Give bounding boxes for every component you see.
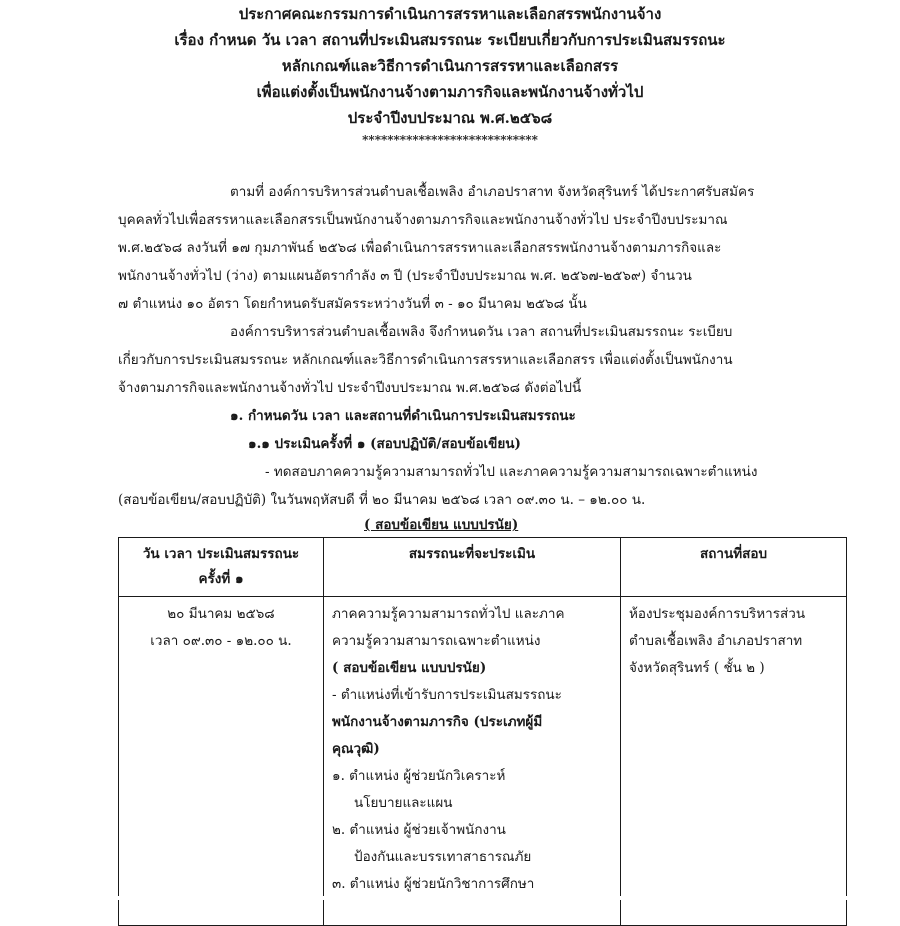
para1-line: ๗ ตำแหน่ง ๑๐ อัตรา โดยกำหนดรับสมัครระหว่างวันที่ ๓ - ๑๐ มีนาคม ๒๕๖๘ นั้น — [118, 296, 587, 312]
fiscal-year: ประจำปีงบประมาณ พ.ศ.๒๕๖๘ — [347, 109, 553, 127]
table-caption: ( สอบข้อเขียน แบบปรนัย) — [364, 517, 519, 533]
cell-date-time — [119, 597, 324, 926]
cell-competency: ภาคความรู้ความสามารถทั่วไป และภาค ความรู้ความสามารถเฉพาะตำแหน่ง ( สอบข้อเขียน แบบปรนัย) - ตำแหน่งที่เข้ารับการประเมินสมรรถนะ พนักงานจ้างตามภารกิจ (ประเภทผู้มี คุณวุฒิ) ๑. ตำแหน่ง ผู้ช่วยนักวิเคราะห์ นโยบายและแผน ๒. ตำแหน่ง ผู้ช่วยเจ้าพนักงาน ป้องกันและบรรเทาสาธารณภัย ๓. ตำแหน่ง ผู้ช่วยนักวิชาการศึกษา — [324, 597, 621, 926]
position-item: ๑. ตำแหน่ง ผู้ช่วยนักวิเคราะห์ — [332, 768, 506, 784]
para1-line: บุคคลทั่วไปเพื่อสรรหาและเลือกสรรเป็นพนักงานจ้างตามภารกิจและพนักงานจ้างทั่วไป ประจำปีงบประมาณ — [118, 212, 728, 228]
subject-line-3: เพื่อแต่งตั้งเป็นพนักงานจ้างตามภารกิจและพนักงานจ้างทั่วไป — [256, 83, 644, 101]
para1-line: ตามที่ องค์การบริหารส่วนตำบลเชื้อเพลิง อำเภอปราสาท จังหวัดสุรินทร์ ได้ประกาศรับสมัคร — [230, 184, 755, 200]
table-row — [119, 597, 847, 926]
para2-line: องค์การบริหารส่วนตำบลเชื้อเพลิง จึงกำหนดวัน เวลา สถานที่ประเมินสมรรถนะ ระเบียบ — [230, 324, 733, 340]
cell-venue: ห้องประชุมองค์การบริหารส่วน ตำบลเชื้อเพลิง อำเภอปราสาท จังหวัดสุรินทร์ ( ชั้น ๒ ) — [621, 597, 847, 926]
subject-line: เรื่อง กำหนด วัน เวลา สถานที่ประเมินสมรรถนะ ระเบียบเกี่ยวกับการประเมินสมรรถนะ — [174, 31, 726, 49]
header-date-time: วัน เวลา ประเมินสมรรถนะ ครั้งที่ ๑ — [119, 538, 324, 597]
para1-line: พนักงานจ้างทั่วไป (ว่าง) ตามแผนอัตรากำลัง ๓ ปี (ประจำปีงบประมาณ พ.ศ. ๒๕๖๗-๒๕๖๙) จำนวน — [118, 268, 692, 284]
position-item: ๒. ตำแหน่ง ผู้ช่วยเจ้าพนักงาน — [332, 822, 506, 838]
page-edge — [0, 896, 900, 900]
exam-time: เวลา ๐๙.๓๐ - ๑๒.๐๐ น. — [150, 633, 292, 649]
announcement-title: ประกาศคณะกรรมการดำเนินการสรรหาและเลือกสรรพนักงานจ้าง — [238, 5, 662, 23]
header-competency: สมรรถนะที่จะประเมิน — [324, 538, 621, 597]
exam-schedule-table — [118, 537, 847, 926]
position-item: ๓. ตำแหน่ง ผู้ช่วยนักวิชาการศึกษา — [332, 876, 535, 892]
para1-line: พ.ศ.๒๕๖๘ ลงวันที่ ๑๗ กุมภาพันธ์ ๒๕๖๘ เพื่อดำเนินการสรรหาและเลือกสรรพนักงานจ้างตามภารกิจและ — [118, 240, 722, 256]
subject-line-2: หลักเกณฑ์และวิธีการดำเนินการสรรหาและเลือกสรร — [281, 57, 619, 75]
header-venue: สถานที่สอบ — [621, 538, 847, 597]
exam-detail-line: - ทดสอบภาคความรู้ความสามารถทั่วไป และภาคความรู้ความสามารถเฉพาะตำแหน่ง — [265, 464, 758, 480]
subsection-heading: ๑.๑ ประเมินครั้งที่ ๑ (สอบปฏิบัติ/สอบข้อเขียน) — [248, 436, 521, 452]
para2-line: จ้างตามภารกิจและพนักงานจ้างทั่วไป ประจำปีงบประมาณ พ.ศ.๒๕๖๘ ดังต่อไปนี้ — [118, 380, 582, 396]
exam-detail-line: (สอบข้อเขียน/สอบปฏิบัติ) ในวันพฤหัสบดี ที่ ๒๐ มีนาคม ๒๕๖๘ เวลา ๐๙.๓๐ น. – ๑๒.๐๐ น. — [118, 492, 646, 508]
section-heading: ๑. กำหนดวัน เวลา และสถานที่ดำเนินการประเมินสมรรถนะ — [230, 408, 576, 424]
table-header-row — [119, 538, 847, 597]
para2-line: เกี่ยวกับการประเมินสมรรถนะ หลักเกณฑ์และวิธีการดำเนินการสรรหาและเลือกสรร เพื่อแต่งตั้งเป็นพนักงาน — [118, 352, 733, 368]
exam-date: ๒๐ มีนาคม ๒๕๖๘ — [167, 606, 275, 622]
header-divider: **************************** — [362, 133, 538, 147]
